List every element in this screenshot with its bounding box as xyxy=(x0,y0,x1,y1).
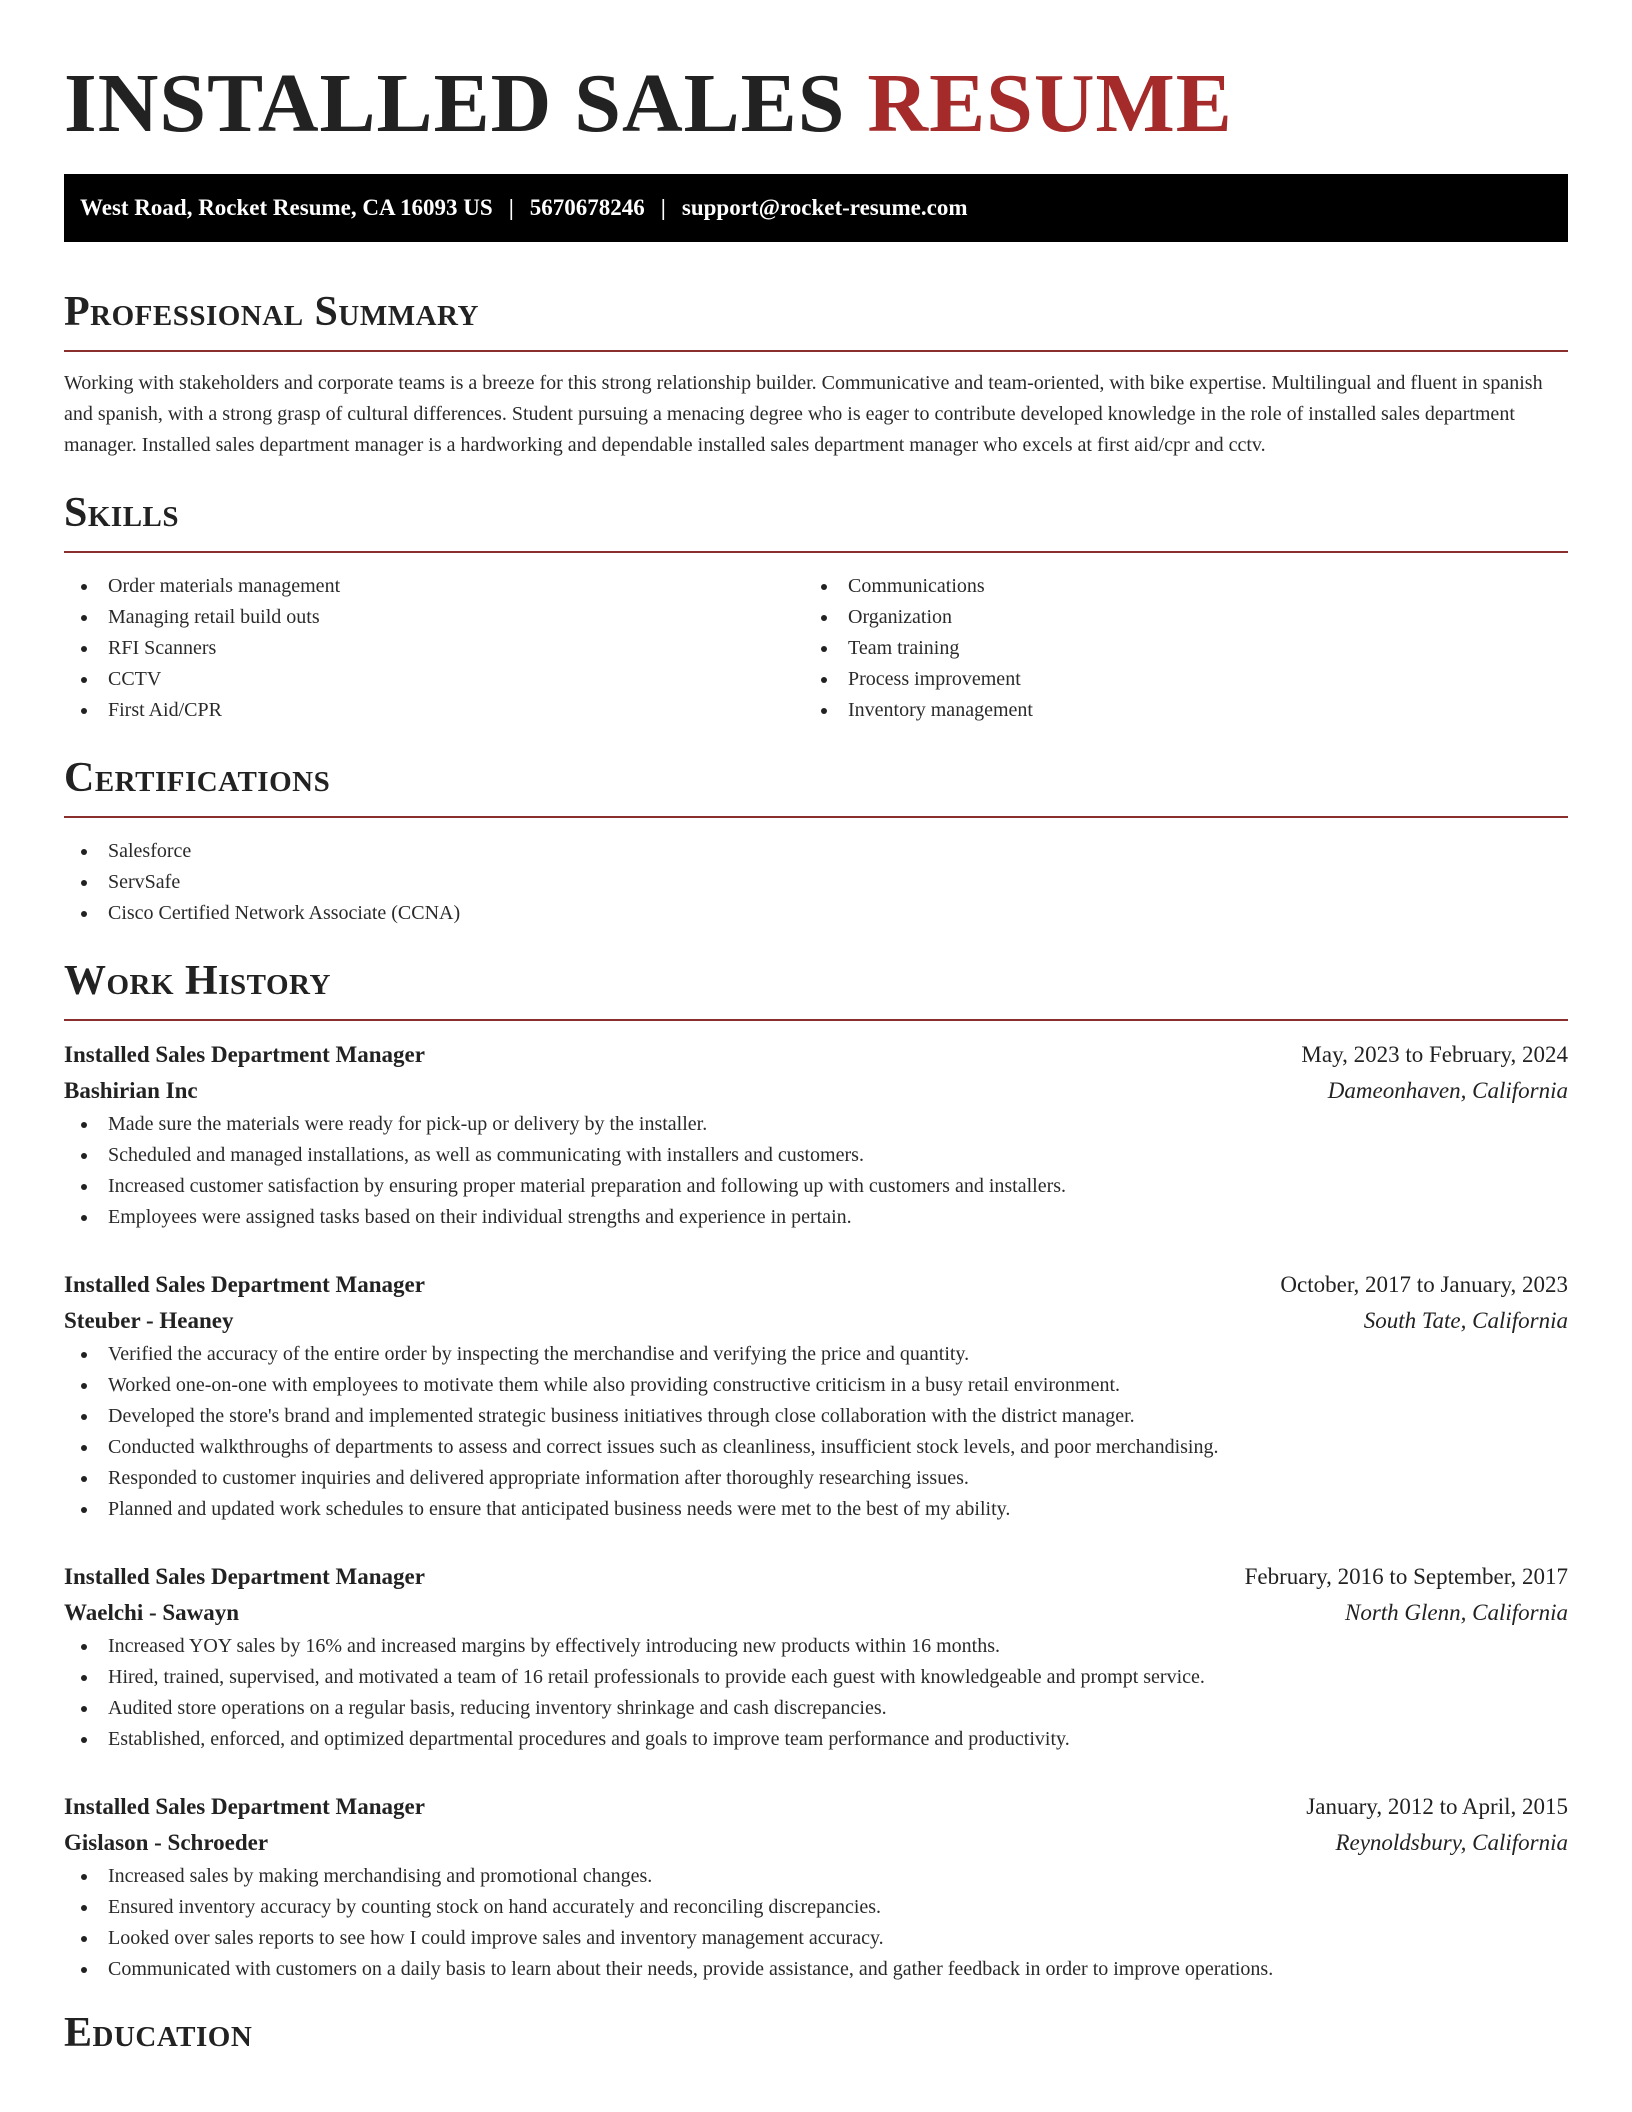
certifications-list xyxy=(64,836,1568,929)
contact-phone[interactable]: 5670678246 xyxy=(529,195,645,220)
skill-item: Order materials management xyxy=(64,571,804,602)
skill-item: Organization xyxy=(804,602,1544,633)
skills-section xyxy=(64,489,1568,726)
job-bullet: Looked over sales reports to see how I could improve sales and inventory management accuracy. xyxy=(64,1923,1568,1954)
job-dates: May, 2023 to February, 2024 xyxy=(1301,1042,1568,1067)
job-bullet: Developed the store's brand and implemented strategic business initiatives through close collaboration with the district manager. xyxy=(64,1401,1568,1432)
skills-columns xyxy=(64,571,1568,726)
job-location: North Glenn, California xyxy=(1345,1600,1568,1625)
job-bullets xyxy=(64,1109,1568,1233)
job-company-row xyxy=(64,1825,1568,1861)
job-bullet: Made sure the materials were ready for pick-up or delivery by the installer. xyxy=(64,1109,1568,1140)
section-divider xyxy=(64,551,1568,553)
job-title: Installed Sales Department Manager xyxy=(64,1042,425,1067)
job-entry xyxy=(64,1789,1568,1985)
job-title: Installed Sales Department Manager xyxy=(64,1794,425,1819)
job-company-row xyxy=(64,1595,1568,1631)
skill-item: First Aid/CPR xyxy=(64,695,804,726)
job-entry xyxy=(64,1559,1568,1755)
job-header-row xyxy=(64,1789,1568,1825)
job-company: Bashirian Inc xyxy=(64,1078,198,1103)
job-bullet: Audited store operations on a regular basis, reducing inventory shrinkage and cash discrepancies. xyxy=(64,1693,1568,1724)
work-history-section xyxy=(64,957,1568,1985)
name-accent: RESUME xyxy=(867,57,1233,150)
job-bullet: Scheduled and managed installations, as well as communicating with installers and customers. xyxy=(64,1140,1568,1171)
certifications-section xyxy=(64,754,1568,929)
job-company: Waelchi - Sawayn xyxy=(64,1600,240,1625)
section-title-education: Education xyxy=(64,2010,253,2056)
certification-item: ServSafe xyxy=(64,867,1568,898)
job-location: Reynoldsbury, California xyxy=(1335,1830,1568,1855)
job-location: Dameonhaven, California xyxy=(1327,1078,1568,1103)
section-title-work-history: Work History xyxy=(64,958,331,1004)
job-bullet: Hired, trained, supervised, and motivated a team of 16 retail professionals to provide each guest with knowledgeable and prompt service. xyxy=(64,1662,1568,1693)
resume-name xyxy=(64,0,1568,150)
job-bullet: Established, enforced, and optimized departmental procedures and goals to improve team performance and productivity. xyxy=(64,1724,1568,1755)
job-company: Steuber - Heaney xyxy=(64,1308,234,1333)
job-bullets xyxy=(64,1861,1568,1985)
skill-item: Managing retail build outs xyxy=(64,602,804,633)
skill-item: Process improvement xyxy=(804,664,1544,695)
job-bullet: Communicated with customers on a daily basis to learn about their needs, provide assistance, and gather feedback in order to improve operations. xyxy=(64,1954,1568,1985)
contact-address: West Road, Rocket Resume, CA 16093 US xyxy=(80,195,493,220)
skill-item: Team training xyxy=(804,633,1544,664)
contact-bar xyxy=(64,174,1568,242)
contact-separator: | xyxy=(660,195,666,220)
education-section xyxy=(64,2009,1568,2057)
name-main: INSTALLED SALES xyxy=(64,57,846,150)
job-title: Installed Sales Department Manager xyxy=(64,1272,425,1297)
job-company-row xyxy=(64,1073,1568,1109)
section-title-summary: Professional Summary xyxy=(64,289,479,335)
skills-list-right xyxy=(804,571,1544,726)
job-bullet: Increased YOY sales by 16% and increased margins by effectively introducing new products within 16 months. xyxy=(64,1631,1568,1662)
job-bullet: Employees were assigned tasks based on their individual strengths and experience in pertain. xyxy=(64,1202,1568,1233)
summary-text: Working with stakeholders and corporate teams is a breeze for this strong relationship builder. Communicative and team-oriented, with bike expertise. Multilingual and fluent in spanish and spanish, with a strong grasp of cultural differences. Student pursuing a menacing degree who is eager to contribute developed knowledge in the role of installed sales department manager. Installed sales department manager is a hardworking and dependable installed sales department manager who excels at first aid/cpr and cctv. xyxy=(64,372,1543,456)
skill-item: Communications xyxy=(804,571,1544,602)
certification-item: Salesforce xyxy=(64,836,1568,867)
job-bullet: Increased customer satisfaction by ensuring proper material preparation and following up with customers and installers. xyxy=(64,1171,1568,1202)
job-title: Installed Sales Department Manager xyxy=(64,1564,425,1589)
job-header-row xyxy=(64,1559,1568,1595)
job-company-row xyxy=(64,1303,1568,1339)
section-title-skills: Skills xyxy=(64,490,180,536)
section-divider xyxy=(64,816,1568,818)
job-header-row xyxy=(64,1037,1568,1073)
job-entry xyxy=(64,1267,1568,1525)
job-entry xyxy=(64,1037,1568,1233)
job-bullet: Conducted walkthroughs of departments to assess and correct issues such as cleanliness, insufficient stock levels, and poor merchandising. xyxy=(64,1432,1568,1463)
certification-item: Cisco Certified Network Associate (CCNA) xyxy=(64,898,1568,929)
section-divider xyxy=(64,350,1568,352)
job-bullet: Increased sales by making merchandising and promotional changes. xyxy=(64,1861,1568,1892)
contact-email[interactable]: support@rocket-resume.com xyxy=(681,195,968,220)
job-location: South Tate, California xyxy=(1363,1308,1568,1333)
job-bullets xyxy=(64,1339,1568,1525)
job-bullets xyxy=(64,1631,1568,1755)
job-header-row xyxy=(64,1267,1568,1303)
job-dates: February, 2016 to September, 2017 xyxy=(1244,1564,1568,1589)
job-bullet: Verified the accuracy of the entire order by inspecting the merchandise and verifying the price and quantity. xyxy=(64,1339,1568,1370)
skill-item: RFI Scanners xyxy=(64,633,804,664)
job-dates: January, 2012 to April, 2015 xyxy=(1306,1794,1568,1819)
summary-section xyxy=(64,288,1568,461)
skill-item: CCTV xyxy=(64,664,804,695)
skill-item: Inventory management xyxy=(804,695,1544,726)
job-company: Gislason - Schroeder xyxy=(64,1830,269,1855)
job-bullet: Worked one-on-one with employees to motivate them while also providing constructive criticism in a busy retail environment. xyxy=(64,1370,1568,1401)
skills-list-left xyxy=(64,571,804,726)
job-bullet: Ensured inventory accuracy by counting stock on hand accurately and reconciling discrepancies. xyxy=(64,1892,1568,1923)
job-dates: October, 2017 to January, 2023 xyxy=(1280,1272,1568,1297)
section-title-certifications: Certifications xyxy=(64,755,331,801)
job-bullet: Responded to customer inquiries and delivered appropriate information after thoroughly researching issues. xyxy=(64,1463,1568,1494)
job-bullet: Planned and updated work schedules to ensure that anticipated business needs were met to the best of my ability. xyxy=(64,1494,1568,1525)
contact-separator: | xyxy=(508,195,514,220)
section-divider xyxy=(64,1019,1568,1021)
